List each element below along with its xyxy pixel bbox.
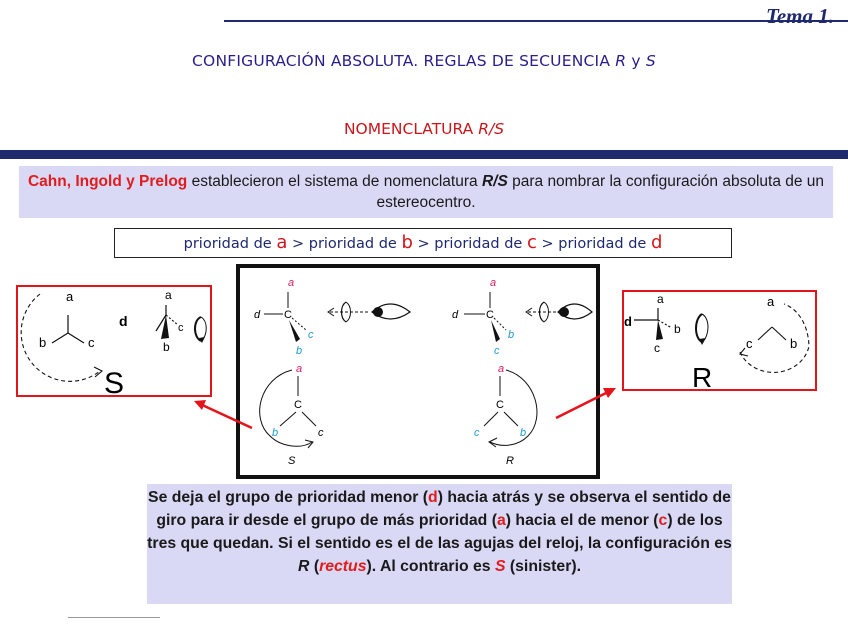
rule-letter-d: d	[428, 489, 438, 506]
s-label-d: d	[119, 313, 128, 329]
center-s-carbon: C	[294, 399, 302, 411]
page-title-text: CONFIGURACIÓN ABSOLUTA. REGLAS DE SECUENCIA	[192, 52, 611, 70]
center-s-a: a	[296, 363, 303, 375]
priority-gt: >	[291, 236, 305, 252]
rule-rectus: rectus	[319, 558, 367, 575]
rule-text-2: ) hacia atrás y se observa el sentido de giro para ir desde el grupo de más prioridad (	[156, 489, 731, 529]
priority-letter-b: b	[401, 232, 413, 253]
priority-gt: >	[541, 236, 554, 252]
intro-rs: R/S	[481, 173, 508, 190]
center-right-c: c	[494, 345, 500, 357]
priority-word: prioridad de	[558, 236, 647, 252]
s-3d-label-c: c	[178, 322, 184, 334]
section-title-rs: R/S	[478, 120, 505, 138]
center-left-c: c	[308, 329, 314, 341]
center-right-d: d	[452, 309, 459, 321]
r-3d-label-d: d	[624, 314, 632, 329]
priority-gt: >	[417, 236, 430, 252]
center-r-b: b	[520, 427, 527, 439]
rule-text-1: Se deja el grupo de prioridad menor (	[148, 489, 429, 506]
center-right-b: b	[508, 329, 515, 341]
intro-text-1: establecieron el sistema de nomenclatura	[191, 173, 478, 190]
r-3d-label-b: b	[674, 322, 681, 336]
rule-letter-s: S	[494, 558, 506, 575]
center-left-a: a	[288, 277, 295, 289]
arrow-to-r-box	[556, 392, 608, 418]
intro-text-2: para nombrar la configuración absoluta de un estereocentro.	[376, 173, 825, 211]
center-r-caption: R	[506, 455, 514, 467]
rule-text-6: ). Al contrario es	[366, 558, 491, 575]
s-3d-label-b: b	[163, 340, 170, 354]
r-label-c: c	[746, 336, 753, 351]
center-right-a: a	[490, 277, 497, 289]
footer-rule	[68, 617, 160, 618]
rule-text-3: ) hacia el de menor (	[505, 512, 659, 529]
center-r-c: c	[474, 427, 480, 439]
intro-names: Cahn, Ingold y Prelog	[27, 173, 188, 190]
priority-word: prioridad de	[308, 236, 397, 252]
priority-word: prioridad de	[434, 236, 523, 252]
page-title-r: R	[615, 52, 627, 70]
s-label-c: c	[88, 335, 95, 350]
s-label-a: a	[66, 289, 74, 304]
center-right-carbon: C	[486, 309, 494, 321]
rule-letter-r: R	[298, 558, 310, 575]
r-label-b: b	[790, 336, 798, 351]
center-left-carbon: C	[284, 309, 292, 321]
rule-text-5: (	[313, 558, 320, 575]
priority-letter-d: d	[650, 232, 663, 253]
center-s-b: b	[272, 427, 279, 439]
center-left-b: b	[296, 345, 303, 357]
rule-text-4: ) de los tres que quedan. Si el sentido es el de las agujas del reloj, la configuración es	[147, 512, 732, 552]
priority-word: prioridad de	[183, 236, 272, 252]
s-big-label: S	[104, 367, 125, 395]
center-s-c: c	[318, 427, 324, 439]
s-3d-label-a: a	[165, 288, 172, 302]
r-label-a: a	[767, 294, 775, 309]
arrow-to-s-box	[200, 404, 252, 428]
center-left-d: d	[254, 309, 261, 321]
section-title-text: NOMENCLATURA	[343, 120, 474, 138]
r-big-label: R	[692, 362, 713, 389]
priority-letter-a: a	[276, 232, 288, 253]
page-title-s: S	[645, 52, 656, 70]
rule-letter-a: a	[496, 512, 506, 529]
r-3d-label-c: c	[654, 341, 660, 355]
rule-letter-c: c	[658, 512, 668, 529]
rule-text-7: (sinister).	[509, 558, 581, 575]
r-3d-label-a: a	[657, 292, 664, 306]
center-r-a: a	[498, 363, 505, 375]
rule-panel	[147, 484, 732, 604]
center-s-caption: S	[288, 455, 296, 467]
s-label-b: b	[39, 335, 47, 350]
topic-label: Tema 1.	[765, 4, 834, 28]
priority-letter-c: c	[526, 232, 537, 253]
page-title-y: y	[631, 52, 641, 70]
center-r-carbon: C	[496, 399, 504, 411]
